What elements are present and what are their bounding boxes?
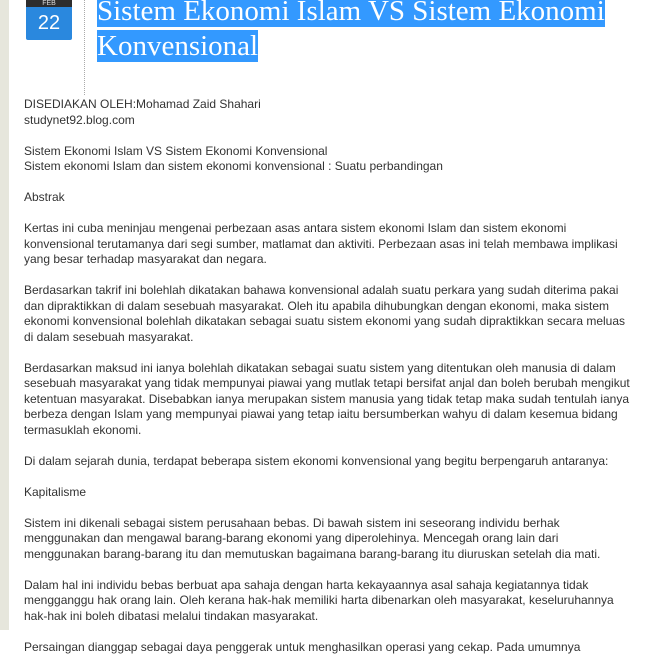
subtitle-1: Sistem Ekonomi Islam VS Sistem Ekonomi Konvensional <box>24 143 328 158</box>
post-title[interactable] <box>97 0 637 64</box>
post-body <box>24 97 632 671</box>
section-paragraph-1: Sistem ini dikenali sebagai sistem perusahaan bebas. Di bawah sistem ini seseorang individu berhak menggunakan dan mengawal barang-barang ekonomi yang diperolehinya. Mencegah orang lain dari menggunakan barang-barang itu dan memutuskan bagaimana barang-barang itu diuruskan setelah dia mati. <box>24 515 601 561</box>
abstract-heading: Abstrak <box>24 190 65 204</box>
byline <box>24 97 632 128</box>
dotted-divider <box>84 0 85 95</box>
paragraph-1: Kertas ini cuba meninjau mengenai perbezaan asas antara sistem ekonomi Islam dan sistem ekonomi konvensional terutamanya dari segi sumber, matlamat dan aktiviti. Perbezaan asas ini telah membawa implikasi yang besar terhadap masyarakat dan negara. <box>24 221 618 266</box>
paragraph-3: Berdasarkan maksud ini ianya bolehlah dikatakan sebagai suatu sistem yang ditentukan oleh manusia di dalam sesebuah masyarakat yang tidak mempunyai piawai yang mutlak tetapi bersifat anjal dan boleh berubah mengikut ketentuan masyarakat. Disebabkan ianya merupakan sistem manusia yang tidak tetap maka sudah tentulah ianya berbeza dengan Islam yang mempunyai piawai yang tetap iaitu bersumberkan wahyu di dalam kesemua bidang termasuklah ekonomi. <box>24 360 630 437</box>
section-heading: Kapitalisme <box>24 484 87 499</box>
post-title-text[interactable]: Sistem Ekonomi Islam VS Sistem Ekonomi Konvensional <box>97 0 605 62</box>
section-paragraph-3: Persaingan dianggap sebagai daya penggerak untuk menghasilkan operasi yang cekap. Pada umumnya <box>24 639 581 654</box>
author-line: DISEDIAKAN OLEH:Mohamad Zaid Shahari <box>24 97 261 111</box>
date-day: 22 <box>26 7 72 40</box>
subtitle-2: Sistem ekonomi Islam dan sistem ekonomi konvensional : Suatu perbandingan <box>24 159 443 173</box>
date-badge <box>26 0 72 42</box>
date-month: FEB <box>26 0 72 7</box>
section-paragraph-2: Dalam hal ini individu bebas berbuat apa sahaja dengan harta kekayaannya asal sahaja kegiatannya tidak mengganggu hak orang lain. Oleh kerana hak-hak memiliki harta dibenarkan oleh masyarakat, keseluruhannya hak-hak ini boleh dibatasi melalui tindakan masyarakat. <box>24 577 614 623</box>
source-line: studynet92.blog.com <box>24 112 135 127</box>
page-left-border <box>0 0 9 630</box>
paragraph-2: Berdasarkan takrif ini bolehlah dikatakan bahawa konvensional adalah suatu perkara yang sudah diterima pakai dan dipraktikkan di dalam sesebuah masyarakat. Oleh itu apabila dihubungkan dengan ekonomi, maka sistem ekonomi konvensional bolehlah dikatakan sebagai suatu sistem ekonomi yang sudah dipraktikkan secara meluas di dalam sesebuah masyarakat. <box>24 283 626 344</box>
paragraph-4: Di dalam sejarah dunia, terdapat beberapa sistem ekonomi konvensional yang begitu berpengaruh antaranya: <box>24 453 609 468</box>
subtitle-block <box>24 144 632 175</box>
